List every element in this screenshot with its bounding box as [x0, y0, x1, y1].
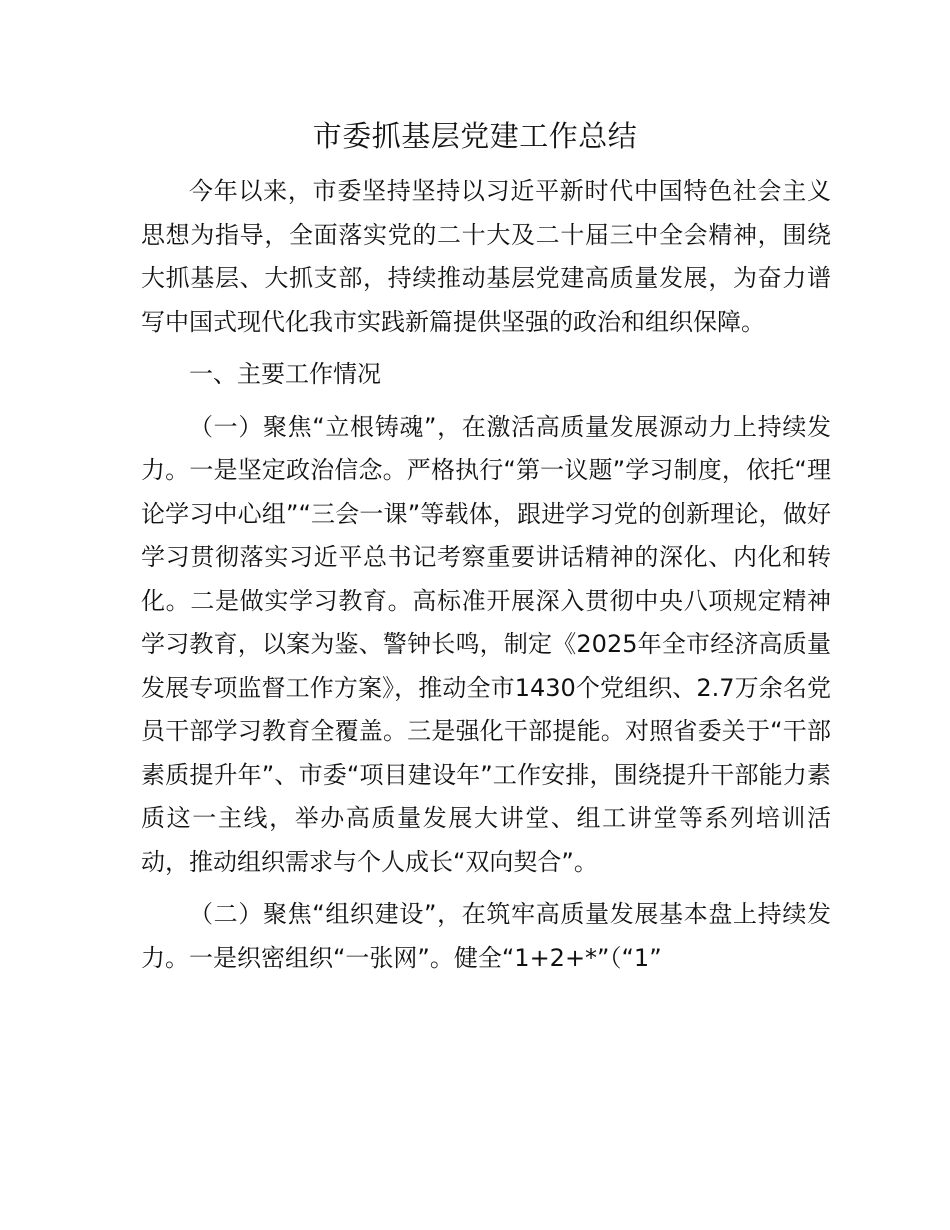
intro-paragraph: 今年以来，市委坚持坚持以习近平新时代中国特色社会主义思想为指导，全面落实党的二十大及二十届三中全会精神，围绕大抓基层、大抓支部，持续推动基层党建高质量发展，为奋力谱写中国式现代化我市实践新篇提供坚强的政治和组织保障。 — [141, 177, 831, 336]
body-paragraph: （一）聚焦“立根铸魂”，在激活高质量发展源动力上持续发力。一是坚定政治信念。严格执行“第一议题”学习制度，依托“理论学习中心组”“三会一课”等载体，跟进学习党的创新理论，做好学习贯彻落实习近平总书记考察重要讲话精神的深化、内化和转化。二是做实学习教育。高标准开展深入贯彻中央八项规定精神学习教育，以案为鉴、警钟长鸣，制定《2025年全市经济高质量发展专项监督工作方案》，推动全市1430个党组织、2.7万余名党员干部学习教育全覆盖。三是强化干部提能。对照省委关于“干部素质提升年”、市委“项目建设年”工作安排，围绕提升干部能力素质这一主线，举办高质量发展大讲堂、组工讲堂等系列培训活动，推动组织需求与个人成长“双向契合”。 — [141, 412, 831, 876]
document-title: 市委抓基层党建工作总结 — [312, 119, 638, 153]
body-paragraph: （二）聚焦“组织建设”，在筑牢高质量发展基本盘上持续发力。一是织密组织“一张网”。健全“1+2+*”（“1” — [141, 900, 831, 972]
section-heading: 一、主要工作情况 — [189, 360, 381, 388]
document-body — [141, 170, 831, 980]
